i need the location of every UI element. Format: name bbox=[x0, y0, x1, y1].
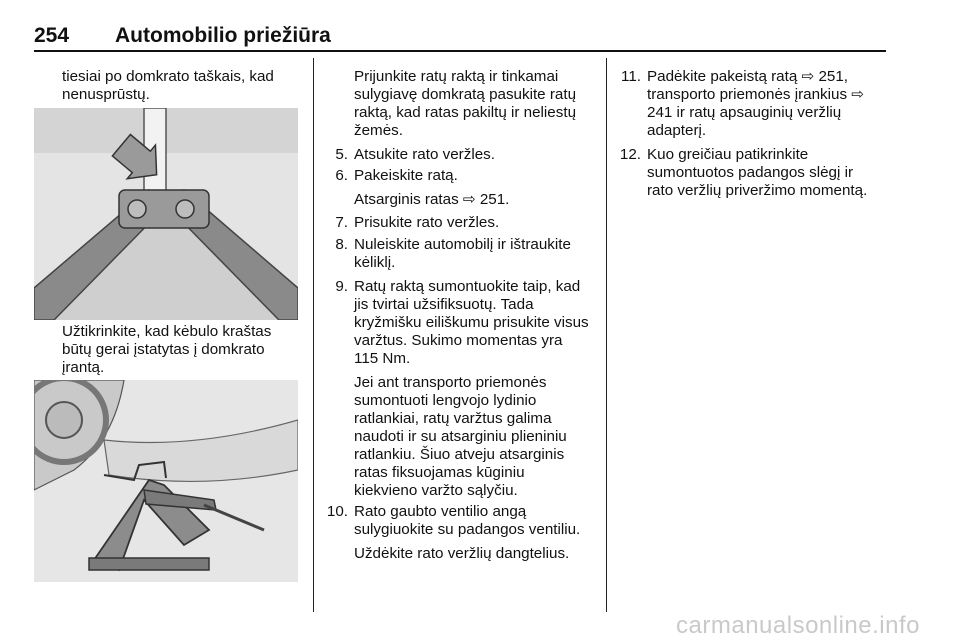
section-title: Automobilio priežiūra bbox=[115, 24, 331, 47]
step-9 bbox=[335, 278, 590, 500]
step-text: Kuo greičiau patikrinkite sumontuotos padangos slėgį ir rato veržlių priveržimo momentą. bbox=[647, 146, 868, 199]
left-intro-text: tiesiai po domkrato taškais, kad nenusprūstų. bbox=[62, 68, 274, 103]
step-number: 7. bbox=[335, 214, 348, 231]
header-rule bbox=[34, 50, 886, 52]
step-number: 9. bbox=[335, 278, 348, 295]
step-number: 12. bbox=[619, 146, 641, 163]
step-5 bbox=[335, 146, 590, 164]
step-text: Padėkite pakeistą ratą ⇨ 251, transporto priemonės įrankius ⇨ 241 ir ratų apsauginių veržlių adapterį. bbox=[647, 68, 865, 139]
step-11 bbox=[621, 68, 883, 140]
step-subtext: Uždėkite rato veržlių dangtelius. bbox=[354, 545, 570, 562]
column-divider-right bbox=[606, 58, 607, 612]
step-text: Ratų raktą sumontuokite taip, kad jis tvirtai užsifiksuotų. Tada kryžmišku eiliškumu prisukite visus varžtus. Sukimo momentas yra 115 Nm. bbox=[354, 278, 589, 367]
step-text: Rato gaubto ventilio angą sulygiuokite su padangos ventiliu. bbox=[354, 503, 581, 538]
middle-lead-text: Prijunkite ratų raktą ir tinkamai sulygiavę domkratą pasukite ratų raktą, kad ratas pakiltų ir neliestų žemės. bbox=[354, 68, 577, 139]
step-number: 5. bbox=[335, 146, 348, 163]
step-subtext: Atsarginis ratas ⇨ 251. bbox=[354, 191, 510, 208]
jack-closeup-illustration bbox=[34, 108, 298, 320]
step-number: 8. bbox=[335, 236, 348, 253]
step-text: Prisukite rato veržles. bbox=[354, 214, 500, 231]
watermark: carmanualsonline.info bbox=[676, 612, 920, 639]
step-text: Atsukite rato veržles. bbox=[354, 146, 495, 163]
left-caption: Užtikrinkite, kad kėbulo kraštas būtų gerai įstatytas į domkrato įrantą. bbox=[62, 323, 272, 376]
step-7 bbox=[335, 214, 590, 232]
column-divider-left bbox=[313, 58, 314, 612]
step-text: Nuleiskite automobilį ir ištraukite kėliklį. bbox=[354, 236, 571, 271]
step-number: 11. bbox=[621, 68, 641, 85]
step-text: Pakeiskite ratą. bbox=[354, 167, 458, 184]
step-6 bbox=[335, 167, 590, 209]
step-number: 10. bbox=[326, 503, 348, 520]
step-number: 6. bbox=[335, 167, 348, 184]
step-8 bbox=[335, 236, 590, 272]
jack-under-sill-illustration bbox=[34, 380, 298, 582]
page-number: 254 bbox=[34, 24, 70, 47]
step-subtext: Jei ant transporto priemonės sumontuoti lengvojo lydinio ratlankiai, ratų varžtus galima naudoti ir su atsarginiu plieniniu ratlankiu. Šiuo atveju atsarginis ratas fiksuojamas kūginiu kiekvieno varžto sąlyčiu. bbox=[354, 374, 567, 499]
step-12 bbox=[619, 146, 883, 200]
step-10 bbox=[326, 503, 594, 563]
